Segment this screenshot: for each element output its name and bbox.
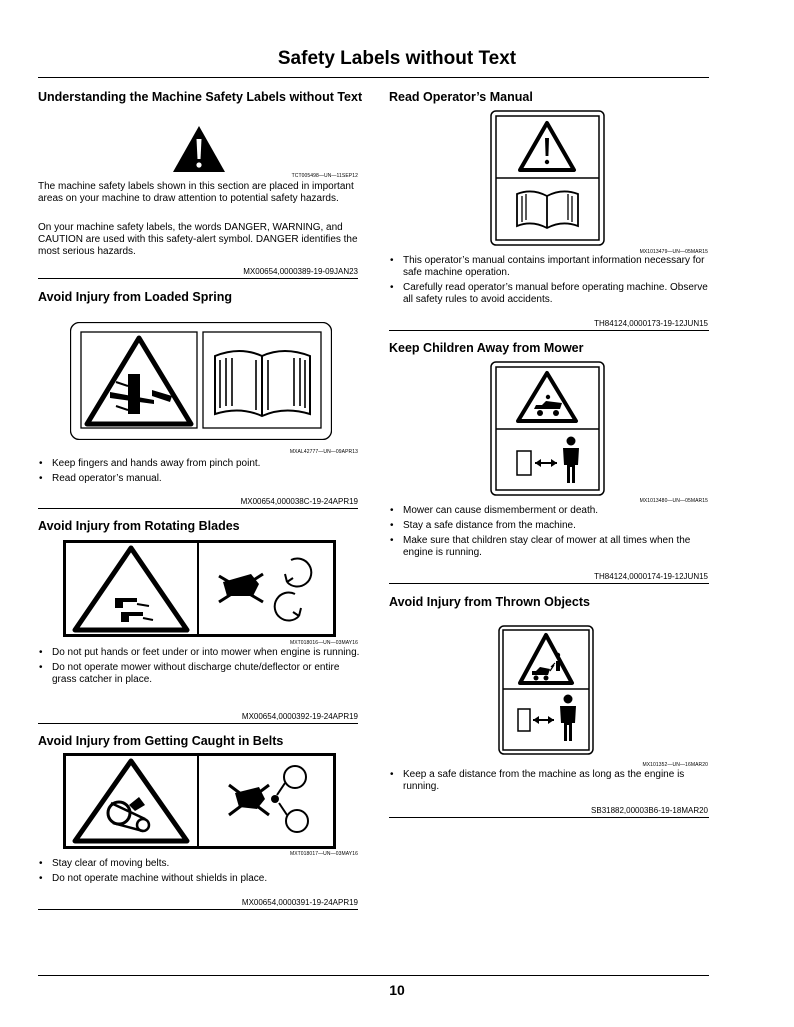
reference-code: MX00654,0000392-19-24APR19 xyxy=(241,712,358,721)
list-item: • Mower can cause dismemberment or death. xyxy=(389,505,711,517)
thrown-objects-label xyxy=(498,625,594,755)
page-title: Safety Labels without Text xyxy=(277,48,517,69)
bullet-list xyxy=(389,505,711,562)
image-code: MX101352—UN—16MAR20 xyxy=(642,762,708,768)
list-item: • Do not operate mower without discharge chute/deflector or entire grass catcher in place. xyxy=(38,662,363,686)
children-label xyxy=(490,361,605,496)
section-rule xyxy=(38,909,358,910)
image-code: MX1013480—UN—05MAR15 xyxy=(639,498,708,504)
list-item: • Make sure that children stay clear of mower at all times when the engine is running. xyxy=(389,535,711,559)
bullet-list xyxy=(38,858,363,888)
section-heading-loaded-spring: Avoid Injury from Loaded Spring xyxy=(38,290,232,304)
list-item: • Stay clear of moving belts. xyxy=(38,858,363,870)
image-code: MXAL42777—UN—09APR13 xyxy=(289,449,358,455)
list-item: • Carefully read operator’s manual before operating machine. Observe all safety rules to avoid accidents. xyxy=(389,282,711,306)
section-rule xyxy=(389,330,709,331)
section-rule xyxy=(38,723,358,724)
belts-label xyxy=(63,753,336,849)
paragraph: The machine safety labels shown in this section are placed in important areas on your machine to draw attention to potential safety hazards. xyxy=(38,181,354,204)
reference-code: TH84124,0000173-19-12JUN15 xyxy=(594,319,708,328)
section-heading-rotating-blades: Avoid Injury from Rotating Blades xyxy=(38,519,240,533)
reference-code: MX00654,0000389-19-09JAN23 xyxy=(243,267,358,276)
list-item: • Keep a safe distance from the machine as long as the engine is running. xyxy=(389,769,711,793)
section-heading-read-manual: Read Operator’s Manual xyxy=(389,90,533,104)
loaded-spring-label xyxy=(70,322,332,440)
image-code: MXT018017—UN—03MAY16 xyxy=(289,851,358,857)
bullet-list xyxy=(389,769,711,796)
paragraph: On your machine safety labels, the words DANGER, WARNING, and CAUTION are used with this safety-alert symbol. DANGER identifies the most serious hazards. xyxy=(38,222,358,257)
section-heading-belts: Avoid Injury from Getting Caught in Belts xyxy=(38,734,284,748)
section-rule xyxy=(389,583,709,584)
section-heading-children: Keep Children Away from Mower xyxy=(389,341,584,355)
reference-code: MX00654,000038C-19-24APR19 xyxy=(240,497,358,506)
list-item: • Read operator’s manual. xyxy=(38,473,363,485)
section-rule xyxy=(38,508,358,509)
bullet-list xyxy=(38,458,363,488)
reference-code: TH84124,0000174-19-12JUN15 xyxy=(594,572,708,581)
reference-code: SB31882,00003B6-19-18MAR20 xyxy=(591,806,708,815)
section-rule xyxy=(389,817,709,818)
image-code: MX1013479—UN—05MAR15 xyxy=(639,249,708,255)
section-rule xyxy=(38,278,358,279)
safety-alert-symbol xyxy=(172,125,226,173)
reference-code: MX00654,0000391-19-24APR19 xyxy=(241,898,358,907)
list-item: • Keep fingers and hands away from pinch point. xyxy=(38,458,363,470)
image-code: TCT005498—UN—11SEP12 xyxy=(291,173,358,179)
title-rule xyxy=(38,77,709,78)
rotating-blades-label xyxy=(63,540,336,637)
list-item: • Stay a safe distance from the machine. xyxy=(389,520,711,532)
image-code: MXT018016—UN—03MAY16 xyxy=(289,640,358,646)
bullet-list xyxy=(389,255,711,309)
list-item: • This operator’s manual contains important information necessary for safe machine operation. xyxy=(389,255,711,279)
section-heading-understanding: Understanding the Machine Safety Labels without Text xyxy=(38,90,363,104)
list-item: • Do not put hands or feet under or into mower when engine is running. xyxy=(38,647,363,659)
list-item: • Do not operate machine without shields in place. xyxy=(38,873,363,885)
footer-rule xyxy=(38,975,709,976)
section-heading-thrown-objects: Avoid Injury from Thrown Objects xyxy=(389,595,590,609)
bullet-list xyxy=(38,647,363,689)
page-number: 10 xyxy=(389,982,405,998)
read-manual-label xyxy=(490,110,605,246)
